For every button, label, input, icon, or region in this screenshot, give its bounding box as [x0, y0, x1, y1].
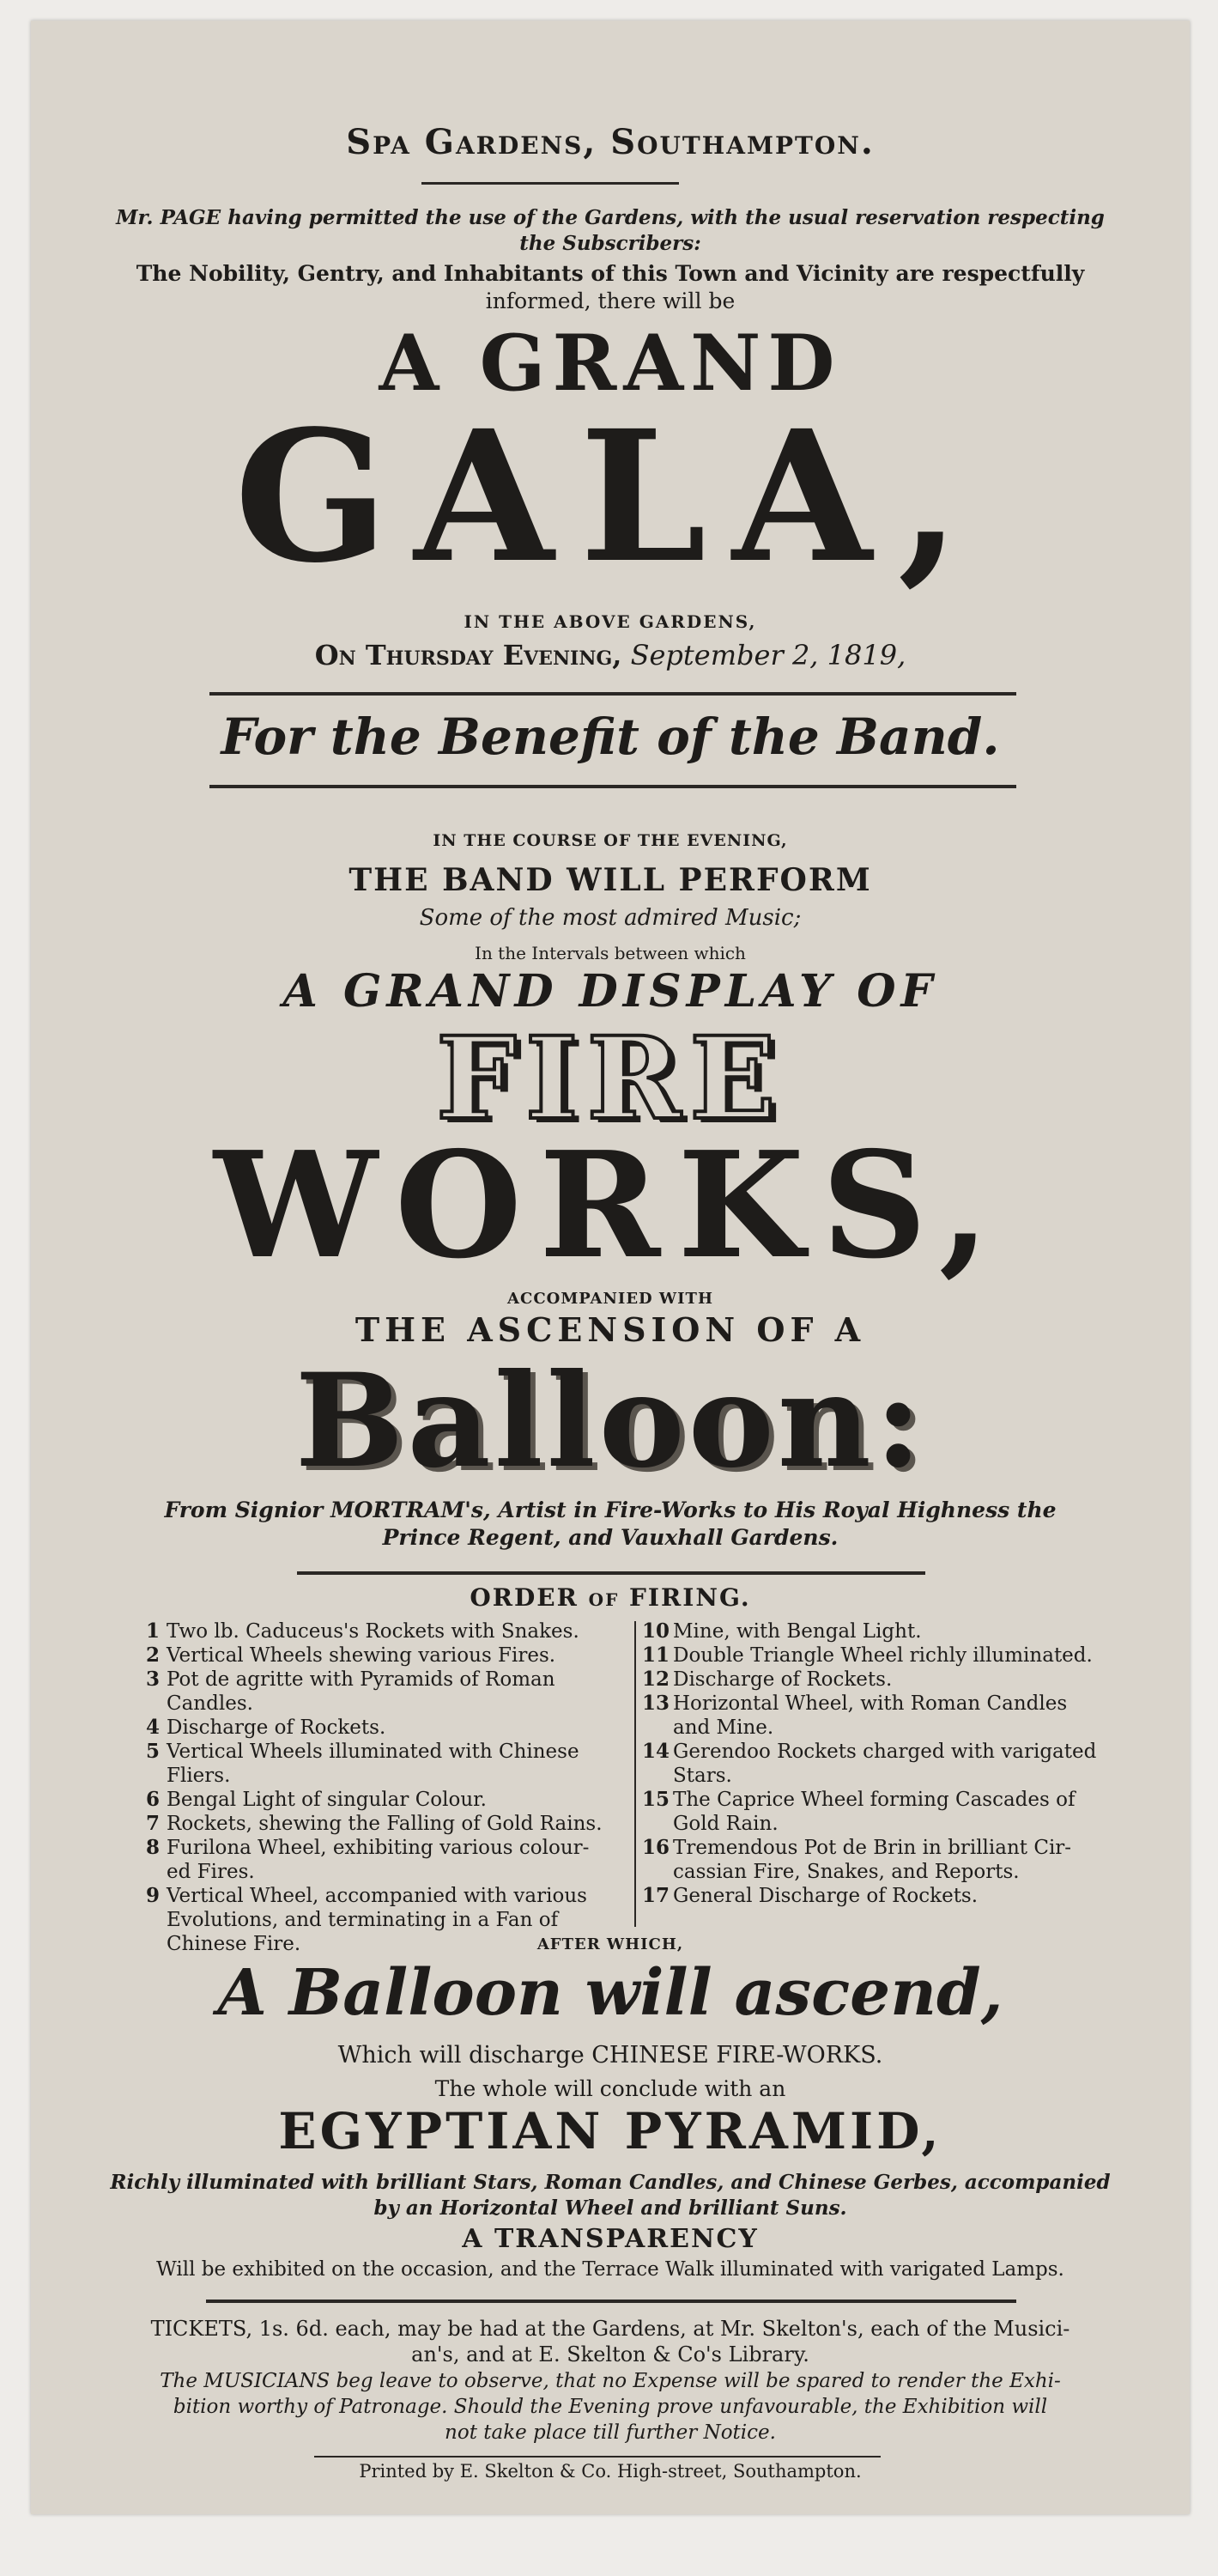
date-italic: September 2, 1819, [630, 639, 906, 671]
list-item: 2 Vertical Wheels shewing various Fires. [146, 1643, 556, 1667]
tickets-line-2: an's, and at E. Skelton & Co's Library. [411, 2342, 809, 2366]
transparency-heading: A TRANSPARENCY [462, 2224, 759, 2254]
in-gardens-line: IN THE ABOVE GARDENS, [464, 611, 757, 632]
pyramid-desc-2: by an Horizontal Wheel and brilliant Suns. [373, 2196, 847, 2220]
terrace-line: Will be exhibited on the occasion, and the Terrace Walk illuminated with varigated Lamps. [156, 2258, 1064, 2281]
benefit-rule-bottom [209, 785, 1016, 788]
imprint-line: Printed by E. Skelton & Co. High-street, Southampton. [359, 2461, 862, 2482]
list-item: 13 Horizontal Wheel, with Roman Candles and Mine. [642, 1692, 1068, 1739]
gala-heading: GALA, [234, 391, 986, 603]
list-item: 6 Bengal Light of singular Colour. [146, 1788, 487, 1811]
list-item: 15 The Caprice Wheel forming Cascades of Gold Rain. [642, 1788, 1076, 1835]
conclude-line: The whole will conclude with an [434, 2076, 786, 2101]
header-rule [421, 182, 679, 185]
permission-line-2: the Subscribers: [519, 232, 701, 255]
list-item: 9 Vertical Wheel, accompanied with various Evolutions, and terminating in a Fan of Chinese Fire. [146, 1884, 587, 1955]
band-heading: THE BAND WILL PERFORM [348, 862, 872, 898]
poster-sheet [31, 21, 1190, 2514]
after-which-line: AFTER WHICH, [536, 1935, 684, 1953]
order-list-left [146, 1619, 627, 1956]
order-title: ORDER of FIRING. [470, 1583, 751, 1612]
tickets-line-1: TICKETS, 1s. 6d. each, may be had at the Gardens, at Mr. Skelton's, each of the Musici- [150, 2317, 1070, 2341]
fire-heading: FIRE [436, 1012, 785, 1145]
list-item: 7 Rockets, shewing the Falling of Gold Rains. [146, 1812, 603, 1835]
accompanied-line: ACCOMPANIED WITH [507, 1290, 713, 1308]
list-item: 16 Tremendous Pot de Brin in brilliant Cir- cassian Fire, Snakes, and Reports. [642, 1836, 1072, 1883]
permission-line-1: Mr. PAGE having permitted the use of the Gardens, with the usual reservation respecting [116, 206, 1105, 229]
from-line-1: From Signior MORTRAM's, Artist in Fire-Works to His Royal Highness the [164, 1498, 1057, 1522]
date-prefix: On Thursday Evening, [314, 639, 622, 671]
order-rule [297, 1571, 925, 1575]
pyramid-desc-1: Richly illuminated with brilliant Stars, Roman Candles, and Chinese Gerbes, accompanied [110, 2171, 1111, 2194]
order-column-divider [634, 1621, 636, 1927]
balloon-ascend-heading: A Balloon will ascend, [217, 1956, 1003, 2030]
list-item: 12 Discharge of Rockets. [642, 1668, 893, 1691]
benefit-rule-top [209, 692, 1016, 696]
list-item: 3 Pot de agritte with Pyramids of Roman Candles. [146, 1668, 555, 1715]
musicians-line-1: The MUSICIANS beg leave to observe, that no Expense will be spared to render the Exhi- [160, 2370, 1061, 2392]
list-item: 5 Vertical Wheels illuminated with Chinese Fliers. [146, 1740, 579, 1787]
benefit-heading: For the Benefit of the Band. [221, 708, 1000, 766]
pyramid-heading: EGYPTIAN PYRAMID, [278, 2102, 942, 2160]
display-heading: A GRAND DISPLAY OF [282, 965, 938, 1018]
list-item: 17 General Discharge of Rockets. [642, 1884, 979, 1907]
list-item: 14 Gerendoo Rockets charged with varigated Stars. [642, 1740, 1097, 1787]
tickets-rule [206, 2300, 1016, 2303]
ascension-heading: THE ASCENSION OF A [354, 1310, 866, 1349]
announce-line-2: informed, there will be [485, 289, 736, 313]
list-item: 11 Double Triangle Wheel richly illuminated. [642, 1643, 1093, 1667]
discharge-line: Which will discharge CHINESE FIRE-WORKS. [337, 2042, 883, 2069]
balloon-heading: Balloon: [294, 1346, 926, 1497]
from-line-2: Prince Regent, and Vauxhall Gardens. [382, 1525, 839, 1550]
list-item: 4 Discharge of Rockets. [146, 1716, 386, 1739]
imprint-rule [314, 2456, 881, 2458]
musicians-line-3: not take place till further Notice. [445, 2421, 776, 2444]
venue-title: Spa Gardens, Southampton. [346, 122, 875, 162]
order-list-right [642, 1619, 1140, 1908]
list-item: 10 Mine, with Bengal Light. [642, 1619, 922, 1643]
music-line: Some of the most admired Music; [419, 905, 802, 931]
course-line: IN THE COURSE OF THE EVENING, [433, 831, 788, 850]
list-item: 8 Furilona Wheel, exhibiting various colour- ed Fires. [146, 1836, 590, 1883]
a-grand-heading: A GRAND [379, 318, 842, 409]
date-line [31, 639, 1190, 671]
works-heading: WORKS, [214, 1120, 1007, 1291]
list-item: 1 Two lb. Caduceus's Rockets with Snakes. [146, 1619, 579, 1643]
musicians-line-2: bition worthy of Patronage. Should the Evening prove unfavourable, the Exhibition will [173, 2396, 1048, 2418]
announce-line-1: The Nobility, Gentry, and Inhabitants of this Town and Vicinity are respectfully [136, 261, 1085, 286]
intervals-line: In the Intervals between which [475, 943, 746, 963]
